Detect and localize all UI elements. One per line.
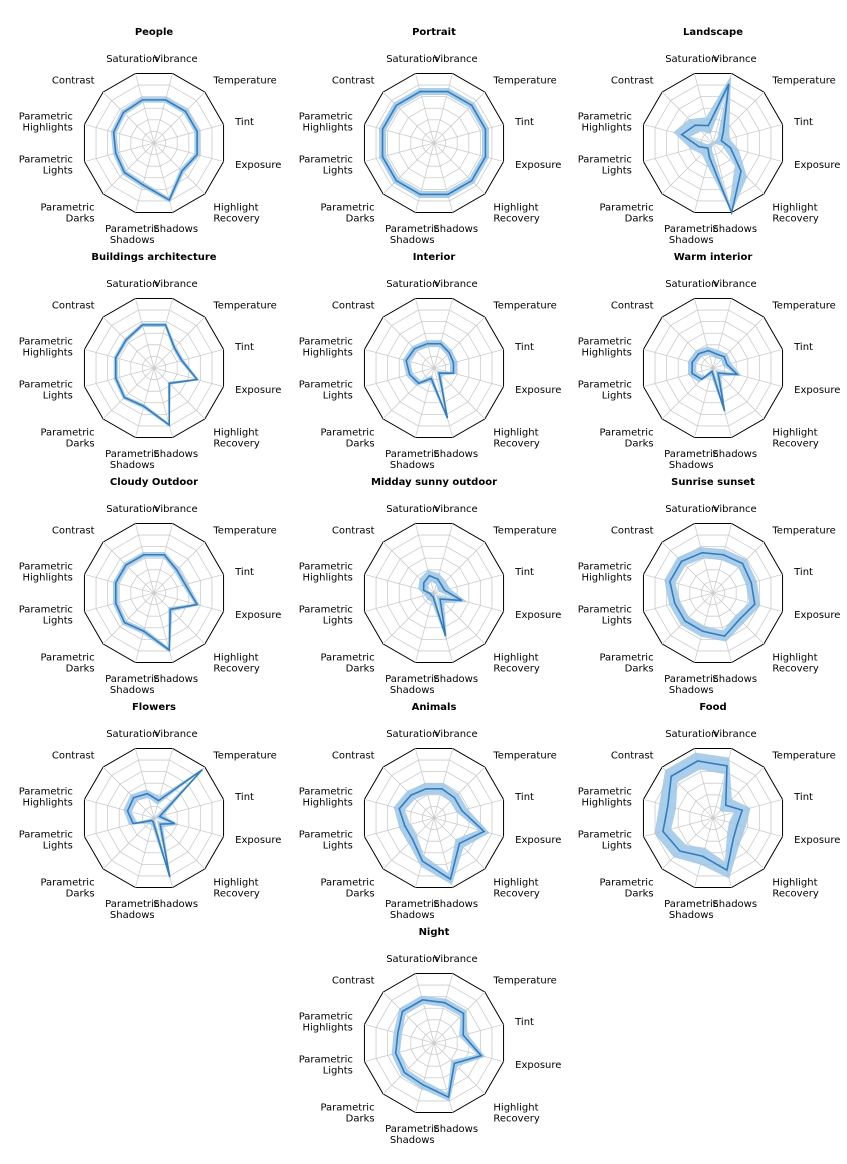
grid-spoke bbox=[103, 542, 154, 593]
axis-label: Parametric Darks bbox=[599, 652, 654, 675]
axis-label: Parametric Darks bbox=[320, 427, 375, 450]
axis-label: Saturation bbox=[665, 728, 718, 740]
panel-title: Night bbox=[418, 927, 450, 938]
axis-label: Vibrance bbox=[153, 53, 198, 65]
radar-panel bbox=[299, 477, 562, 696]
axis-label: Exposure bbox=[794, 610, 841, 622]
axis-label: Temperature bbox=[493, 975, 557, 987]
axis-label: Exposure bbox=[235, 835, 282, 847]
radar-panel bbox=[578, 252, 841, 471]
axis-label: Shadows bbox=[433, 899, 479, 911]
axis-label: Parametric Highlights bbox=[577, 111, 632, 134]
axis-label: Highlight Recovery bbox=[493, 1102, 540, 1125]
axis-label: Exposure bbox=[515, 385, 562, 397]
grid-spoke bbox=[103, 368, 154, 419]
axis-label: Parametric Highlights bbox=[18, 111, 73, 134]
axis-label: Parametric Shadows bbox=[385, 899, 440, 922]
radar-panel bbox=[299, 252, 562, 471]
radar-panel bbox=[299, 27, 562, 246]
axis-label: Parametric Shadows bbox=[105, 224, 160, 247]
axis-label: Parametric Highlights bbox=[18, 786, 73, 809]
axis-label: Vibrance bbox=[153, 503, 198, 515]
panel-title: Midday sunny outdoor bbox=[370, 477, 498, 488]
axis-label: Parametric Darks bbox=[320, 652, 375, 675]
axis-label: Saturation bbox=[106, 53, 159, 65]
axis-label: Shadows bbox=[153, 224, 199, 236]
radar-panel bbox=[19, 477, 282, 696]
axis-label: Saturation bbox=[106, 503, 159, 515]
axis-label: Parametric Darks bbox=[599, 202, 654, 225]
axis-label: Temperature bbox=[493, 525, 557, 537]
axis-label: Saturation bbox=[665, 278, 718, 290]
axis-label: Parametric Shadows bbox=[664, 449, 719, 472]
axis-label: Tint bbox=[515, 116, 534, 128]
axis-label: Parametric Highlights bbox=[298, 561, 353, 584]
radar-panel bbox=[299, 702, 562, 921]
axis-label: Contrast bbox=[610, 750, 654, 762]
axis-label: Parametric Lights bbox=[18, 154, 73, 177]
panel-title: People bbox=[134, 27, 174, 38]
axis-label: Contrast bbox=[610, 300, 654, 312]
axis-label: Contrast bbox=[331, 75, 375, 87]
axis-label: Parametric Highlights bbox=[298, 786, 353, 809]
axis-label: Shadows bbox=[433, 1124, 479, 1136]
axis-label: Tint bbox=[235, 791, 254, 803]
panel-title: Warm interior bbox=[673, 252, 753, 263]
axis-label: Parametric Lights bbox=[298, 1054, 353, 1077]
axis-label: Contrast bbox=[331, 525, 375, 537]
axis-label: Temperature bbox=[493, 750, 557, 762]
axis-label: Temperature bbox=[213, 525, 277, 537]
axis-label: Shadows bbox=[433, 224, 479, 236]
axis-label: Contrast bbox=[51, 300, 95, 312]
axis-label: Parametric Highlights bbox=[298, 111, 353, 134]
axis-label: Temperature bbox=[493, 300, 557, 312]
axis-label: Contrast bbox=[331, 975, 375, 987]
axis-label: Exposure bbox=[515, 835, 562, 847]
axis-label: Contrast bbox=[610, 525, 654, 537]
axis-label: Exposure bbox=[794, 835, 841, 847]
axis-label: Parametric Highlights bbox=[577, 561, 632, 584]
axis-label: Parametric Lights bbox=[298, 829, 353, 852]
axis-label: Highlight Recovery bbox=[213, 877, 260, 900]
axis-label: Vibrance bbox=[712, 278, 757, 290]
axis-label: Parametric Highlights bbox=[577, 336, 632, 359]
grid-spoke bbox=[713, 317, 764, 368]
axis-label: Exposure bbox=[515, 1060, 562, 1072]
series-line bbox=[128, 770, 203, 877]
axis-label: Vibrance bbox=[433, 278, 478, 290]
axis-label: Parametric Highlights bbox=[18, 561, 73, 584]
axis-label: Saturation bbox=[386, 278, 439, 290]
axis-label: Tint bbox=[794, 566, 813, 578]
axis-label: Saturation bbox=[106, 278, 159, 290]
radar-panel bbox=[578, 27, 841, 246]
axis-label: Tint bbox=[794, 791, 813, 803]
panel-title: Portrait bbox=[412, 27, 456, 38]
axis-label: Shadows bbox=[433, 449, 479, 461]
axis-label: Parametric Highlights bbox=[18, 336, 73, 359]
axis-label: Saturation bbox=[665, 53, 718, 65]
axis-label: Parametric Shadows bbox=[385, 1124, 440, 1147]
radar-panel bbox=[578, 477, 841, 696]
axis-label: Vibrance bbox=[433, 503, 478, 515]
grid-spoke bbox=[154, 542, 205, 593]
series-band bbox=[114, 323, 200, 427]
axis-label: Shadows bbox=[712, 224, 758, 236]
axis-label: Tint bbox=[515, 341, 534, 353]
axis-label: Vibrance bbox=[153, 278, 198, 290]
radar-panel bbox=[19, 27, 282, 246]
axis-label: Highlight Recovery bbox=[213, 202, 260, 225]
axis-label: Highlight Recovery bbox=[493, 202, 540, 225]
axis-label: Contrast bbox=[51, 750, 95, 762]
axis-label: Parametric Highlights bbox=[298, 1011, 353, 1034]
axis-label: Temperature bbox=[493, 75, 557, 87]
axis-label: Temperature bbox=[772, 750, 836, 762]
axis-label: Highlight Recovery bbox=[493, 652, 540, 675]
axis-label: Exposure bbox=[235, 160, 282, 172]
axis-label: Contrast bbox=[610, 75, 654, 87]
axis-label: Highlight Recovery bbox=[772, 652, 819, 675]
axis-label: Parametric Darks bbox=[40, 652, 95, 675]
panel-title: Sunrise sunset bbox=[671, 477, 755, 488]
axis-label: Contrast bbox=[331, 300, 375, 312]
axis-label: Shadows bbox=[153, 674, 199, 686]
axis-label: Saturation bbox=[386, 503, 439, 515]
panel-title: Flowers bbox=[131, 702, 177, 713]
axis-label: Parametric Shadows bbox=[664, 674, 719, 697]
axis-label: Parametric Lights bbox=[577, 829, 632, 852]
axis-label: Tint bbox=[794, 341, 813, 353]
axis-label: Highlight Recovery bbox=[772, 427, 819, 450]
axis-label: Temperature bbox=[772, 300, 836, 312]
axis-label: Parametric Darks bbox=[40, 202, 95, 225]
axis-label: Parametric Shadows bbox=[385, 449, 440, 472]
axis-label: Tint bbox=[235, 566, 254, 578]
panel-title: Interior bbox=[412, 252, 456, 263]
axis-label: Parametric Shadows bbox=[385, 224, 440, 247]
axis-label: Parametric Darks bbox=[320, 202, 375, 225]
axis-label: Exposure bbox=[515, 160, 562, 172]
axis-label: Parametric Shadows bbox=[105, 899, 160, 922]
axis-label: Contrast bbox=[331, 750, 375, 762]
axis-label: Highlight Recovery bbox=[493, 877, 540, 900]
axis-label: Parametric Lights bbox=[577, 604, 632, 627]
axis-label: Vibrance bbox=[433, 728, 478, 740]
axis-label: Temperature bbox=[213, 750, 277, 762]
axis-label: Parametric Lights bbox=[18, 829, 73, 852]
axis-label: Parametric Lights bbox=[298, 604, 353, 627]
radar-panel bbox=[19, 252, 282, 471]
axis-label: Highlight Recovery bbox=[213, 427, 260, 450]
axis-label: Shadows bbox=[712, 449, 758, 461]
axis-label: Parametric Lights bbox=[18, 379, 73, 402]
axis-label: Contrast bbox=[51, 525, 95, 537]
axis-label: Temperature bbox=[772, 525, 836, 537]
radar-panel bbox=[19, 702, 282, 921]
axis-label: Contrast bbox=[51, 75, 95, 87]
axis-label: Exposure bbox=[515, 610, 562, 622]
axis-label: Tint bbox=[235, 341, 254, 353]
axis-label: Vibrance bbox=[712, 728, 757, 740]
grid-spoke bbox=[383, 593, 434, 644]
axis-label: Exposure bbox=[794, 385, 841, 397]
axis-label: Vibrance bbox=[433, 53, 478, 65]
axis-label: Vibrance bbox=[153, 728, 198, 740]
axis-label: Parametric Darks bbox=[599, 877, 654, 900]
axis-label: Parametric Darks bbox=[320, 1102, 375, 1125]
axis-label: Highlight Recovery bbox=[493, 427, 540, 450]
axis-label: Parametric Shadows bbox=[105, 674, 160, 697]
panel-title: Cloudy Outdoor bbox=[109, 477, 199, 488]
grid-spoke bbox=[662, 317, 713, 368]
axis-label: Shadows bbox=[433, 674, 479, 686]
panel-title: Animals bbox=[411, 702, 457, 713]
axis-label: Exposure bbox=[235, 610, 282, 622]
axis-label: Parametric Lights bbox=[298, 154, 353, 177]
axis-label: Shadows bbox=[153, 899, 199, 911]
axis-label: Parametric Highlights bbox=[298, 336, 353, 359]
axis-label: Highlight Recovery bbox=[772, 202, 819, 225]
axis-label: Vibrance bbox=[712, 503, 757, 515]
axis-label: Parametric Lights bbox=[577, 154, 632, 177]
axis-label: Highlight Recovery bbox=[213, 652, 260, 675]
axis-label: Tint bbox=[794, 116, 813, 128]
panel-title: Food bbox=[699, 702, 727, 713]
axis-label: Parametric Darks bbox=[320, 877, 375, 900]
axis-label: Parametric Lights bbox=[298, 379, 353, 402]
grid-spoke bbox=[103, 818, 154, 869]
axis-label: Temperature bbox=[213, 300, 277, 312]
axis-label: Parametric Lights bbox=[577, 379, 632, 402]
grid-spoke bbox=[154, 368, 205, 419]
axis-label: Shadows bbox=[712, 674, 758, 686]
axis-label: Saturation bbox=[665, 503, 718, 515]
axis-label: Temperature bbox=[772, 75, 836, 87]
axis-label: Shadows bbox=[153, 449, 199, 461]
axis-label: Tint bbox=[515, 791, 534, 803]
axis-label: Parametric Lights bbox=[18, 604, 73, 627]
axis-label: Saturation bbox=[386, 953, 439, 965]
radar-panel bbox=[299, 927, 562, 1146]
axis-label: Tint bbox=[515, 566, 534, 578]
axis-label: Saturation bbox=[386, 53, 439, 65]
radar-panel bbox=[578, 702, 841, 921]
panel-title: Buildings architecture bbox=[91, 252, 217, 263]
axis-label: Parametric Highlights bbox=[577, 786, 632, 809]
axis-label: Highlight Recovery bbox=[772, 877, 819, 900]
axis-label: Parametric Darks bbox=[599, 427, 654, 450]
axis-label: Exposure bbox=[794, 160, 841, 172]
axis-label: Parametric Shadows bbox=[385, 674, 440, 697]
axis-label: Tint bbox=[515, 1016, 534, 1028]
axis-label: Tint bbox=[235, 116, 254, 128]
axis-label: Parametric Shadows bbox=[664, 224, 719, 247]
axis-label: Vibrance bbox=[433, 953, 478, 965]
axis-label: Parametric Darks bbox=[40, 877, 95, 900]
axis-label: Vibrance bbox=[712, 53, 757, 65]
axis-label: Parametric Darks bbox=[40, 427, 95, 450]
axis-label: Parametric Shadows bbox=[105, 449, 160, 472]
series-band bbox=[392, 996, 486, 1102]
axis-label: Saturation bbox=[106, 728, 159, 740]
panel-title: Landscape bbox=[683, 27, 743, 38]
axis-label: Saturation bbox=[386, 728, 439, 740]
axis-label: Parametric Shadows bbox=[664, 899, 719, 922]
axis-label: Temperature bbox=[213, 75, 277, 87]
axis-label: Exposure bbox=[235, 385, 282, 397]
axis-label: Shadows bbox=[712, 899, 758, 911]
